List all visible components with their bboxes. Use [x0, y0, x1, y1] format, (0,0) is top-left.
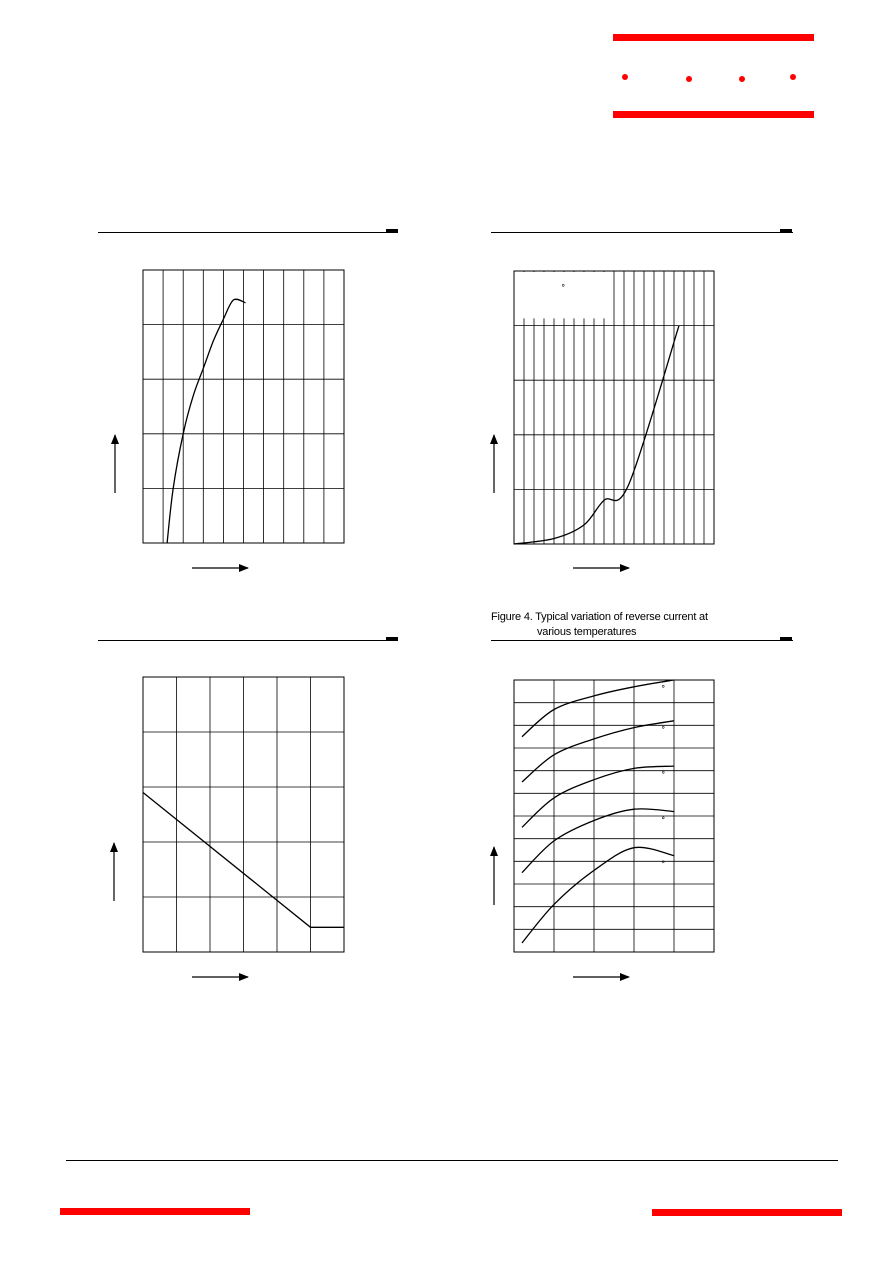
fig4-series-5-marker: ˚ [661, 686, 666, 696]
fig4-series-2-line [522, 809, 674, 873]
footer-rule [66, 1160, 838, 1161]
fig4-series-3-line [522, 766, 674, 827]
fig4-series-1-marker: ˚ [661, 861, 666, 872]
fig4-series-2-marker: ˚ [661, 817, 666, 828]
fig4-caption-line2: various temperatures [537, 626, 637, 638]
fig4-series-4-marker: ˚ [661, 726, 666, 737]
fig4-series-4-line [522, 721, 674, 782]
fig2-legend-marker: ˚ [561, 285, 566, 295]
fig1-series-1-line [167, 299, 245, 543]
footer-bar-right [652, 1209, 842, 1216]
fig4-caption-line1: Figure 4. Typical variation of reverse current at [491, 611, 708, 623]
fig2-legend-box [515, 272, 605, 318]
fig4-series-5-line [522, 680, 674, 737]
footer-bar-left [60, 1208, 250, 1215]
fig4-series-3-marker: ˚ [661, 772, 666, 783]
